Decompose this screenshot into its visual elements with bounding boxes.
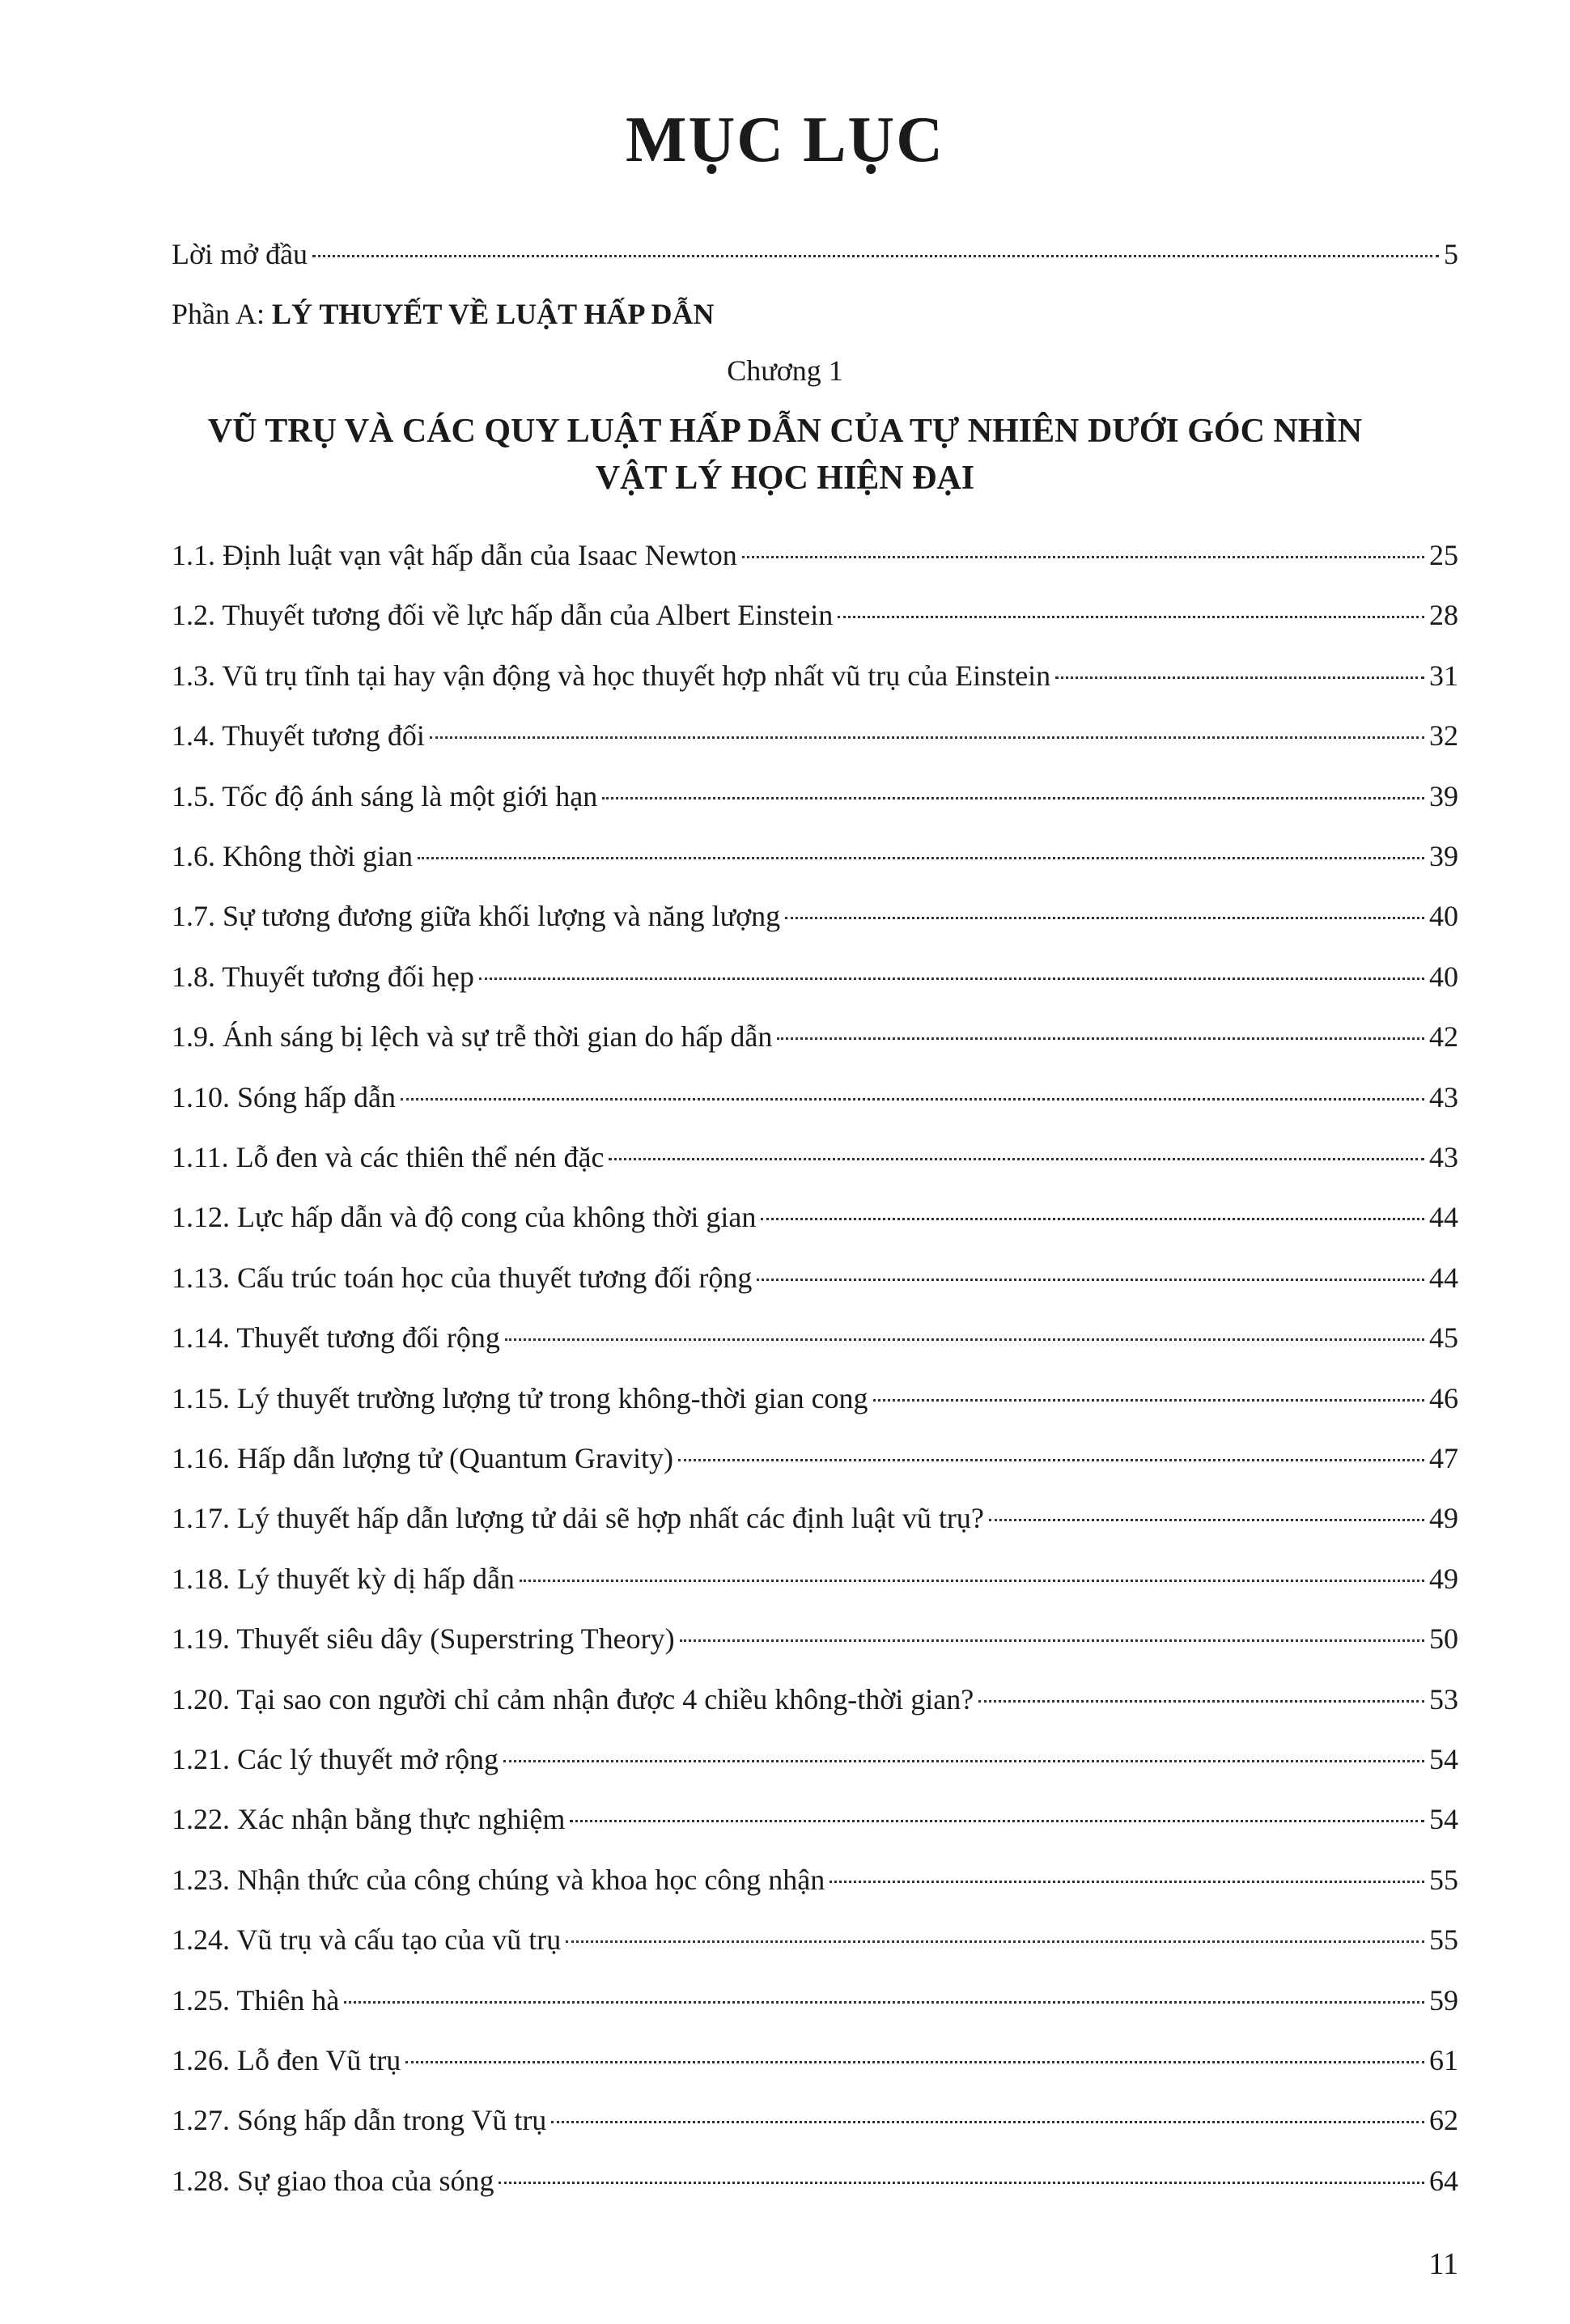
- toc-entry-label: 1.14. Thuyết tương đối rộng: [172, 1321, 500, 1354]
- dot-leader: [978, 1700, 1424, 1703]
- toc-entry-label: 1.8. Thuyết tương đối hẹp: [172, 961, 474, 993]
- toc-entry-page: 61: [1429, 2044, 1458, 2076]
- toc-entry-label: 1.19. Thuyết siêu dây (Superstring Theory): [172, 1622, 675, 1655]
- toc-entry-page: 54: [1429, 1803, 1458, 1835]
- dot-leader: [505, 1338, 1424, 1341]
- toc-entry[interactable]: [172, 1079, 1458, 1115]
- part-title: LÝ THUYẾT VỀ LUẬT HẤP DẪN: [272, 298, 715, 330]
- toc-entry-label: 1.15. Lý thuyết trường lượng tử trong không-thời gian cong: [172, 1382, 868, 1414]
- toc-entry-label: 1.12. Lực hấp dẫn và độ cong của không thời gian: [172, 1201, 757, 1233]
- toc-entry-label: 1.6. Không thời gian: [172, 840, 414, 872]
- toc-entry[interactable]: [172, 658, 1458, 693]
- dot-leader: [401, 1098, 1424, 1101]
- toc-entry[interactable]: [172, 2042, 1458, 2078]
- toc-entry-label: 1.10. Sóng hấp dẫn: [172, 1081, 396, 1113]
- toc-entry-page: 46: [1429, 1382, 1458, 1414]
- toc-entry[interactable]: [172, 1500, 1458, 1536]
- dot-leader: [678, 1459, 1424, 1461]
- toc-entry-label: 1.18. Lý thuyết kỳ dị hấp dẫn: [172, 1563, 515, 1595]
- toc-entry-page: 53: [1429, 1683, 1458, 1715]
- toc-entry[interactable]: [172, 778, 1458, 814]
- page-title: MỤC LỤC: [626, 104, 944, 176]
- toc-entry-label: 1.16. Hấp dẫn lượng tử (Quantum Gravity): [172, 1442, 673, 1474]
- toc-entry[interactable]: [172, 1380, 1458, 1416]
- toc-entry-label: 1.13. Cấu trúc toán học của thuyết tương đối rộng: [172, 1262, 753, 1294]
- toc-entry-page: 39: [1429, 780, 1458, 812]
- toc-entry-label: 1.17. Lý thuyết hấp dẫn lượng tử dải sẽ hợp nhất các định luật vũ trụ?: [172, 1502, 984, 1534]
- toc-entry[interactable]: [172, 1260, 1458, 1296]
- toc-entry-label: Lời mở đầu: [172, 238, 308, 270]
- toc-entry-page: 64: [1429, 2165, 1458, 2197]
- toc-entry[interactable]: [172, 1440, 1458, 1476]
- toc-entry-page: 25: [1429, 539, 1458, 571]
- toc-entry-label: 1.2. Thuyết tương đối về lực hấp dẫn của Albert Einstein: [172, 599, 834, 631]
- toc-entry[interactable]: [172, 1922, 1458, 1957]
- toc-entry[interactable]: [172, 1862, 1458, 1898]
- dot-leader: [1055, 676, 1424, 679]
- part-prefix: Phần A:: [172, 298, 273, 330]
- toc-entry-label: 1.24. Vũ trụ và cấu tạo của vũ trụ: [172, 1923, 562, 1956]
- toc-entry-page: 55: [1429, 1923, 1458, 1956]
- dot-leader: [499, 2182, 1424, 2184]
- dot-leader: [609, 1158, 1424, 1160]
- chapter-label: Chương 1: [727, 354, 843, 387]
- toc-entry[interactable]: [172, 898, 1458, 934]
- toc-entry[interactable]: [172, 1019, 1458, 1054]
- toc-entry-page: 54: [1429, 1743, 1458, 1775]
- toc-entry-page: 40: [1429, 900, 1458, 932]
- toc-entry[interactable]: [172, 537, 1458, 573]
- toc-entry-page: 55: [1429, 1864, 1458, 1896]
- dot-leader: [830, 1881, 1424, 1883]
- dot-leader: [785, 917, 1424, 919]
- dot-leader: [838, 616, 1424, 618]
- dot-leader: [989, 1519, 1424, 1521]
- toc-entry-label: 1.5. Tốc độ ánh sáng là một giới hạn: [172, 780, 598, 812]
- toc-entry[interactable]: [172, 1801, 1458, 1837]
- toc-entry-page: 44: [1429, 1201, 1458, 1233]
- toc-entry-label: 1.3. Vũ trụ tĩnh tại hay vận động và học thuyết hợp nhất vũ trụ của Einstein: [172, 659, 1051, 692]
- toc-entry-page: 39: [1429, 840, 1458, 872]
- dot-leader: [680, 1639, 1424, 1642]
- toc-entry-page: 49: [1429, 1502, 1458, 1534]
- toc-entry-page: 32: [1429, 719, 1458, 752]
- dot-leader: [570, 1820, 1424, 1822]
- dot-leader: [761, 1218, 1424, 1220]
- toc-entry-page: 62: [1429, 2104, 1458, 2136]
- dot-leader: [503, 1760, 1424, 1762]
- toc-entry-page: 43: [1429, 1081, 1458, 1113]
- dot-leader: [312, 255, 1439, 257]
- toc-entry[interactable]: [172, 1682, 1458, 1717]
- toc-entry[interactable]: [172, 1139, 1458, 1175]
- toc-entry-label: 1.1. Định luật vạn vật hấp dẫn của Isaac Newton: [172, 539, 737, 571]
- toc-entry[interactable]: [172, 597, 1458, 633]
- footer-page-number: 11: [1428, 2247, 1458, 2281]
- toc-entry-label: 1.25. Thiên hà: [172, 1984, 340, 2017]
- toc-entry[interactable]: [172, 2102, 1458, 2138]
- toc-entry-label: 1.20. Tại sao con người chỉ cảm nhận được 4 chiều không-thời gian?: [172, 1683, 974, 1715]
- toc-entry-label: 1.11. Lỗ đen và các thiên thể nén đặc: [172, 1141, 605, 1173]
- dot-leader: [520, 1580, 1424, 1582]
- toc-entry-label: 1.9. Ánh sáng bị lệch và sự trễ thời gian do hấp dẫn: [172, 1020, 773, 1053]
- dot-leader: [873, 1399, 1424, 1402]
- chapter-title: [121, 408, 1449, 502]
- dot-leader: [742, 556, 1424, 558]
- dot-leader: [566, 1940, 1424, 1943]
- dot-leader: [479, 978, 1424, 980]
- toc-entry-page: 44: [1429, 1262, 1458, 1294]
- toc-entry-page: 59: [1429, 1984, 1458, 2017]
- toc-entry-label: 1.27. Sóng hấp dẫn trong Vũ trụ: [172, 2104, 547, 2136]
- toc-entry-label: 1.4. Thuyết tương đối: [172, 719, 425, 752]
- dot-leader: [757, 1279, 1424, 1281]
- toc-entry[interactable]: [172, 2163, 1458, 2199]
- toc-entry[interactable]: [172, 1983, 1458, 2018]
- toc-entry-page: 49: [1429, 1563, 1458, 1595]
- toc-entry-label: 1.7. Sự tương đương giữa khối lượng và năng lượng: [172, 900, 781, 932]
- toc-entry-page: 42: [1429, 1020, 1458, 1053]
- toc-entry-page: 5: [1444, 238, 1458, 270]
- toc-entry-intro[interactable]: [172, 236, 1458, 272]
- toc-entry[interactable]: [172, 1199, 1458, 1235]
- toc-entry-page: 50: [1429, 1622, 1458, 1655]
- toc-entry-label: 1.22. Xác nhận bằng thực nghiệm: [172, 1803, 566, 1835]
- dot-leader: [418, 857, 1424, 859]
- dot-leader: [777, 1037, 1424, 1040]
- dot-leader: [405, 2061, 1424, 2063]
- dot-leader: [430, 736, 1424, 739]
- chapter-title-line-1: VŨ TRỤ VÀ CÁC QUY LUẬT HẤP DẪN CỦA TỰ NHIÊN DƯỚI GÓC NHÌN: [207, 413, 1363, 450]
- toc-entry[interactable]: [172, 718, 1458, 753]
- toc-entry[interactable]: [172, 1561, 1458, 1597]
- toc-entry-page: 45: [1429, 1321, 1458, 1354]
- toc-entry-label: 1.23. Nhận thức của công chúng và khoa học công nhận: [172, 1864, 825, 1896]
- toc-entry-page: 28: [1429, 599, 1458, 631]
- dot-leader: [602, 797, 1424, 799]
- toc-entry-label: 1.26. Lỗ đen Vũ trụ: [172, 2044, 401, 2076]
- toc-entry[interactable]: [172, 1320, 1458, 1355]
- chapter-title-line-2: VẬT LÝ HỌC HIỆN ĐẠI: [595, 460, 975, 497]
- dot-leader: [344, 2001, 1424, 2004]
- part-heading: [172, 296, 714, 332]
- toc-entry-page: 47: [1429, 1442, 1458, 1474]
- toc-entry-label: 1.21. Các lý thuyết mở rộng: [172, 1743, 499, 1775]
- toc-entry[interactable]: [172, 838, 1458, 874]
- toc-entry-page: 43: [1429, 1141, 1458, 1173]
- toc-entry[interactable]: [172, 1621, 1458, 1656]
- toc-entry-page: 40: [1429, 961, 1458, 993]
- toc-entry[interactable]: [172, 1741, 1458, 1777]
- toc-entry-label: 1.28. Sự giao thoa của sóng: [172, 2165, 494, 2197]
- toc-entry-page: 31: [1429, 659, 1458, 692]
- toc-entry[interactable]: [172, 959, 1458, 994]
- dot-leader: [551, 2121, 1424, 2123]
